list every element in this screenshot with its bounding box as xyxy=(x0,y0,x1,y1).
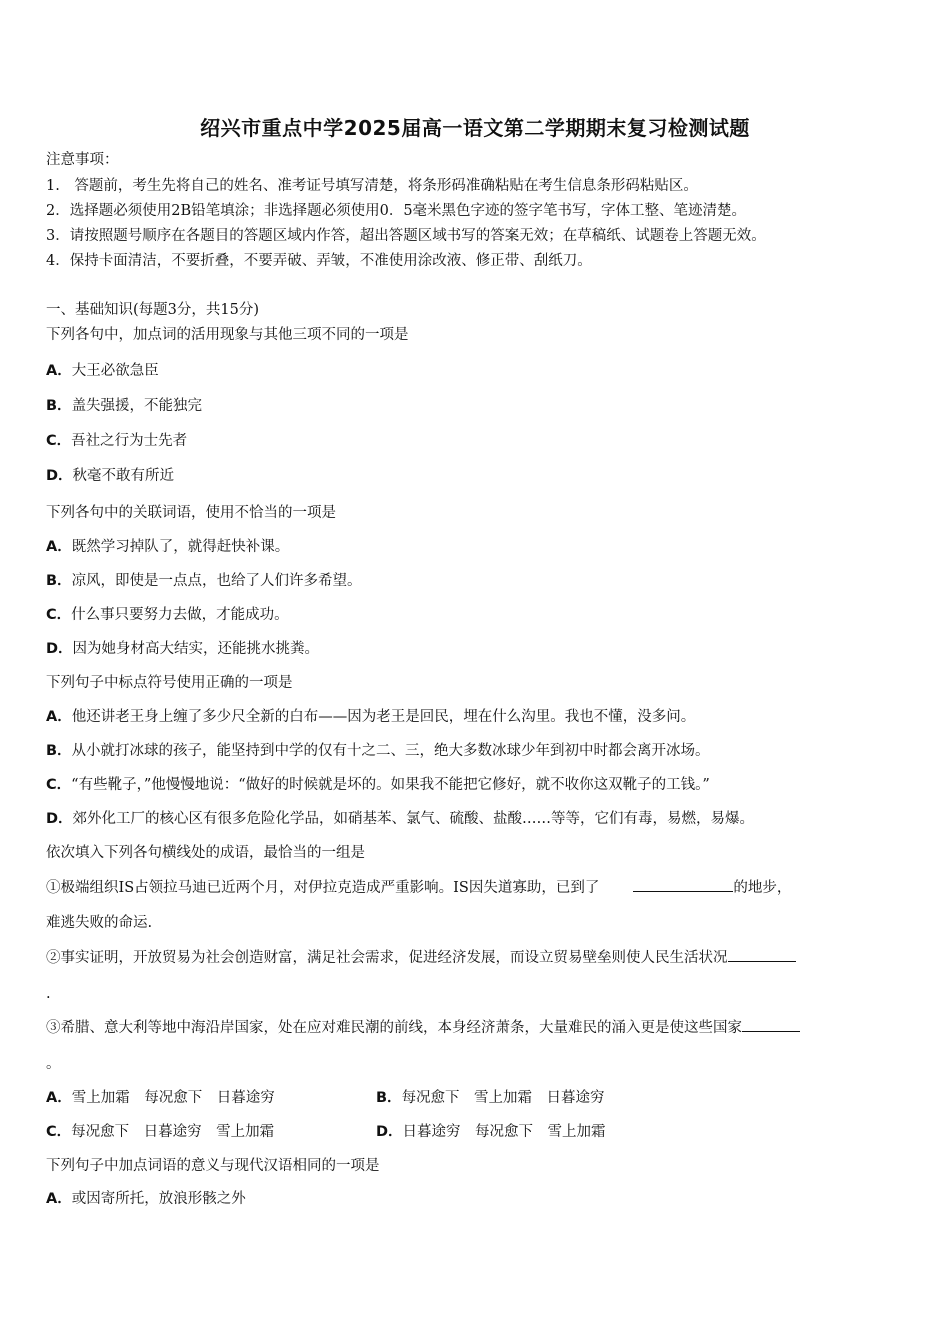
q1-option-c: C．吾社之行为士先者 xyxy=(46,433,188,449)
q3-option-a: A．他还讲老王身上缠了多少尺全新的白布——因为老王是回民，埋在什么沟里。我也不懂，没多问。 xyxy=(46,709,696,725)
q3-stem: 下列句子中标点符号使用正确的一项是 xyxy=(46,675,293,691)
q4-blank-1 xyxy=(633,877,733,892)
q4-sentence-3: ③希腊、意大利等地中海沿岸国家，处在应对难民潮的前线，本身经济萧条，大量难民的涌入更是使这些国家 xyxy=(46,1017,800,1038)
q1-option-d: D．秋毫不敢有所近 xyxy=(46,468,175,484)
q2-option-b: B．凉风，即使是一点点，也给了人们许多希望。 xyxy=(46,573,362,589)
q4-sentence-3-end: 。 xyxy=(46,1056,61,1072)
q1-stem: 下列各句中，加点词的活用现象与其他三项不同的一项是 xyxy=(46,327,409,343)
q4-sentence-1-cont: 难逃失败的命运. xyxy=(46,915,153,931)
q4-option-d: D．日暮途穷 每况愈下 雪上加霜 xyxy=(376,1124,606,1140)
q4-blank-3 xyxy=(742,1017,800,1032)
notice-item-4: 4．保持卡面清洁，不要折叠，不要弄破、弄皱，不准使用涂改液、修正带、刮纸刀。 xyxy=(46,253,592,269)
notice-item-2: 2．选择题必须使用2B铅笔填涂；非选择题必须使用0．5毫米黑色字迹的签字笔书写，字体工整、笔迹清楚。 xyxy=(46,203,747,219)
q4-option-a: A．雪上加霜 每况愈下 日暮途穷 xyxy=(46,1090,275,1106)
q4-blank-2 xyxy=(728,947,796,962)
q5-stem: 下列句子中加点词语的意义与现代汉语相同的一项是 xyxy=(46,1158,380,1174)
q4-option-c: C．每况愈下 日暮途穷 雪上加霜 xyxy=(46,1124,275,1140)
notice-item-1: 1. 答题前，考生先将自己的姓名、准考证号填写清楚，将条形码准确粘贴在考生信息条形码粘贴区。 xyxy=(46,178,698,194)
notice-item-3: 3．请按照题号顺序在各题目的答题区域内作答，超出答题区域书写的答案无效；在草稿纸、试题卷上答题无效。 xyxy=(46,228,766,244)
q3-option-b: B．从小就打冰球的孩子，能坚持到中学的仅有十之二、三，绝大多数冰球少年到初中时都会离开冰场。 xyxy=(46,743,710,759)
section-heading: 一、基础知识(每题3分，共15分) xyxy=(46,302,259,318)
q4-sentence-2-end: . xyxy=(46,986,51,1002)
q1-option-b: B．盖失强援，不能独完 xyxy=(46,398,203,414)
q2-option-c: C．什么事只要努力去做，才能成功。 xyxy=(46,607,289,623)
q1-option-a: A．大王必欲急臣 xyxy=(46,363,159,379)
notice-heading: 注意事项： xyxy=(46,152,119,168)
q2-option-a: A．既然学习掉队了，就得赶快补课。 xyxy=(46,539,290,555)
page-title: 绍兴市重点中学2025届高一语文第二学期期末复习检测试题 xyxy=(200,116,750,140)
q2-stem: 下列各句中的关联词语，使用不恰当的一项是 xyxy=(46,505,336,521)
q4-option-b: B．每况愈下 雪上加霜 日暮途穷 xyxy=(376,1090,605,1106)
q4-stem: 依次填入下列各句横线处的成语，最恰当的一组是 xyxy=(46,845,365,861)
q5-option-a: A．或因寄所托，放浪形骸之外 xyxy=(46,1191,246,1207)
q4-sentence-1: ①极端组织IS占领拉马迪已近两个月，对伊拉克造成严重影响。IS因失道寡助，已到了 的地步， xyxy=(46,877,791,898)
q4-sentence-2: ②事实证明，开放贸易为社会创造财富，满足社会需求，促进经济发展，而设立贸易壁垒则使人民生活状况 xyxy=(46,947,796,968)
q3-option-c: C．“有些靴子，”他慢慢地说：“做好的时候就是坏的。如果我不能把它修好，就不收你这双靴子的工钱。” xyxy=(46,777,710,793)
q2-option-d: D．因为她身材高大结实，还能挑水挑粪。 xyxy=(46,641,320,657)
q3-option-d: D．郊外化工厂的核心区有很多危险化学品，如硝基苯、氯气、硫酸、盐酸……等等，它们有毒，易燃，易爆。 xyxy=(46,811,755,827)
